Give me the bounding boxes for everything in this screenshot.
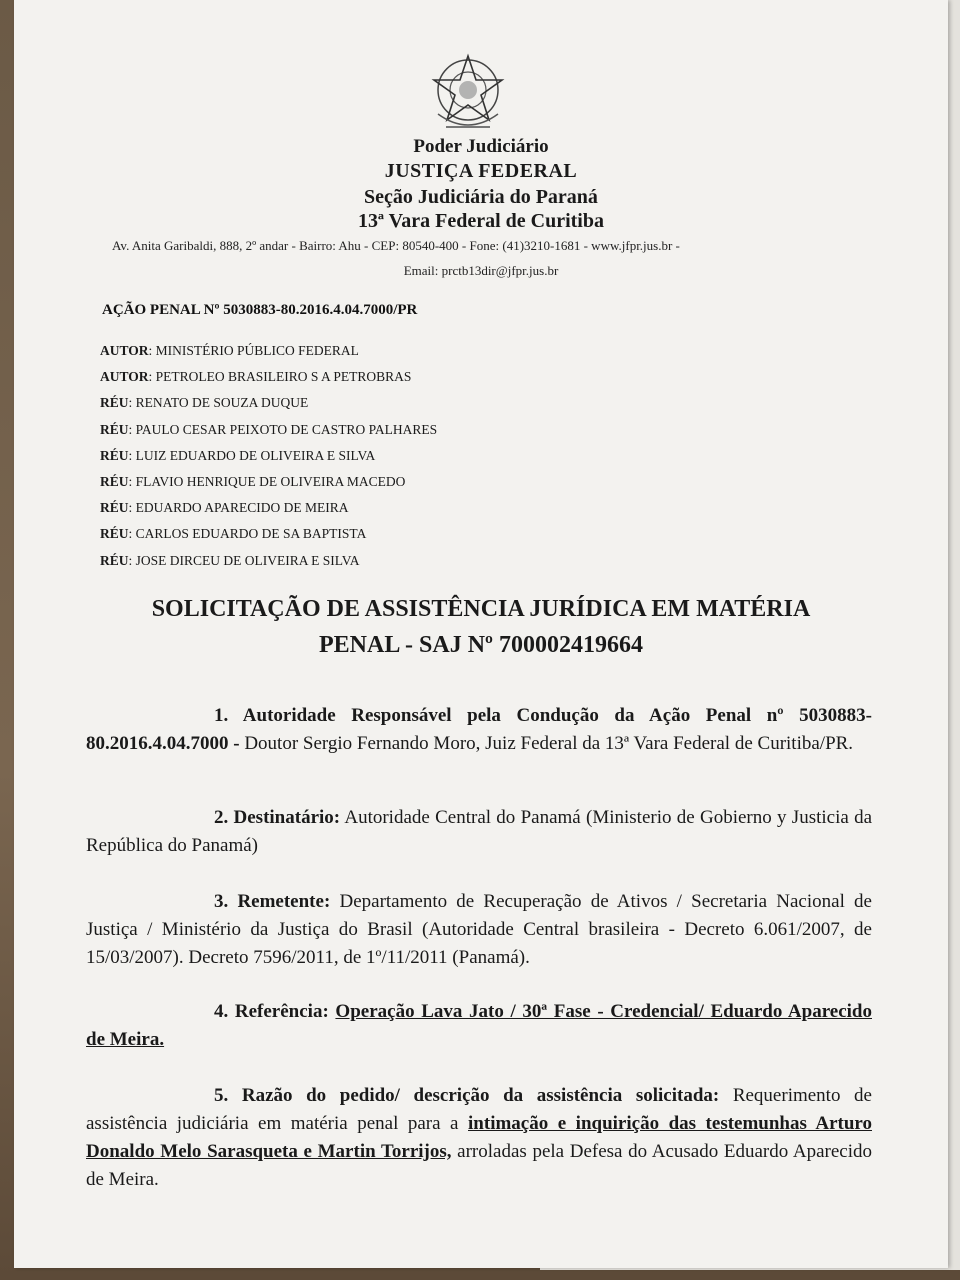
party-role: RÉU — [100, 395, 129, 411]
section-2-heading: 2. Destinatário: — [214, 807, 341, 828]
party-name: PAULO CESAR PEIXOTO DE CASTRO PALHARES — [135, 421, 438, 437]
section-1 — [86, 702, 872, 758]
party-row: RÉU: PAULO CESAR PEIXOTO DE CASTRO PALHARES — [100, 421, 438, 437]
coat-of-arms-icon — [426, 52, 510, 134]
party-row: RÉU: EDUARDO APARECIDO DE MEIRA — [100, 500, 349, 516]
party-row: RÉU: RENATO DE SOUZA DUQUE — [100, 395, 309, 411]
section-2-text: Autoridade Central do Panamá (Ministerio de Gobierno y Justicia da República do Panamá) — [86, 807, 873, 856]
party-role: RÉU — [100, 473, 129, 489]
section-4-text: Operação Lava Jato / 30ª Fase - Credencial/ Eduardo Aparecido de Meira. — [86, 1001, 872, 1050]
header-line-4: 13ª Vara Federal de Curitiba — [358, 210, 604, 232]
section-5-heading: 5. Razão do pedido/ descrição da assistência solicitada: — [214, 1085, 720, 1106]
header-email: Email: prctb13dir@jfpr.jus.br — [403, 263, 559, 278]
party-row: RÉU: LUIZ EDUARDO DE OLIVEIRA E SILVA — [100, 447, 376, 463]
section-5-text-2: intimação e inquirição das testemunhas Arturo Donaldo Melo Sarasqueta e Martin Torrijos, — [86, 1113, 872, 1162]
party-name: RENATO DE SOUZA DUQUE — [135, 395, 309, 411]
party-name: MINISTÉRIO PÚBLICO FEDERAL — [155, 343, 359, 358]
party-row: RÉU: JOSE DIRCEU DE OLIVEIRA E SILVA — [100, 552, 360, 568]
party-row: AUTOR: MINISTÉRIO PÚBLICO FEDERAL — [100, 343, 359, 358]
party-role: RÉU — [100, 447, 129, 463]
section-3-heading: 3. Remetente: — [214, 891, 331, 912]
party-role: RÉU — [100, 421, 129, 437]
party-name: LUIZ EDUARDO DE OLIVEIRA E SILVA — [135, 447, 376, 463]
party-role: AUTOR — [100, 369, 149, 385]
header-address: Av. Anita Garibaldi, 888, 2º andar - Bairro: Ahu - CEP: 80540-400 - Fone: (41)3210-1681 - www.jfpr.jus.br - — [112, 238, 680, 253]
section-3 — [86, 888, 872, 972]
party-role: RÉU — [100, 500, 129, 516]
party-name: CARLOS EDUARDO DE SA BAPTISTA — [135, 526, 367, 542]
section-5 — [86, 1082, 872, 1194]
document-title-line-1: SOLICITAÇÃO DE ASSISTÊNCIA JURÍDICA EM MATÉRIA — [151, 596, 811, 622]
parties-list — [100, 342, 437, 578]
party-row: RÉU: CARLOS EDUARDO DE SA BAPTISTA — [100, 526, 367, 542]
section-2 — [86, 804, 872, 860]
header-line-1: Poder Judiciário — [413, 136, 549, 157]
party-role: RÉU — [100, 552, 129, 568]
section-5-text-1: Requerimento de assistência judiciária em matéria penal para a — [86, 1085, 872, 1134]
party-role: AUTOR — [100, 343, 149, 358]
document-title-line-2: PENAL - SAJ Nº 700002419664 — [319, 632, 643, 658]
section-1-text: Doutor Sergio Fernando Moro, Juiz Federal da 13ª Vara Federal de Curitiba/PR. — [244, 733, 854, 754]
section-4-heading: 4. Referência: — [214, 1001, 329, 1022]
section-1-heading: 1. Autoridade Responsável pela Condução da Ação Penal nº 5030883-80.2016.4.04.7000 - — [86, 705, 872, 754]
party-role: RÉU — [100, 526, 129, 542]
party-row: AUTOR: PETROLEO BRASILEIRO S A PETROBRAS — [100, 369, 412, 385]
section-5-text-3: arroladas pela Defesa do Acusado Eduardo Aparecido de Meira. — [86, 1141, 872, 1190]
party-name: EDUARDO APARECIDO DE MEIRA — [135, 500, 349, 516]
party-name: JOSE DIRCEU DE OLIVEIRA E SILVA — [135, 552, 360, 568]
party-name: PETROLEO BRASILEIRO S A PETROBRAS — [155, 369, 412, 385]
party-name: FLAVIO HENRIQUE DE OLIVEIRA MACEDO — [135, 473, 406, 489]
document-page — [14, 0, 948, 1268]
header-line-3: Seção Judiciária do Paraná — [364, 186, 598, 208]
case-number: AÇÃO PENAL Nº 5030883-80.2016.4.04.7000/PR — [102, 302, 418, 318]
section-4 — [86, 998, 872, 1054]
header-line-2: JUSTIÇA FEDERAL — [384, 160, 578, 182]
party-row: RÉU: FLAVIO HENRIQUE DE OLIVEIRA MACEDO — [100, 473, 406, 489]
section-3-text: Departamento de Recuperação de Ativos / Secretaria Nacional de Justiça / Ministério da Justiça do Brasil (Autoridade Central brasileira - Decreto 6.061/2007, de 15/03/2007). Decreto 7596/2011, de 1º/11/2011 (Panamá). — [86, 891, 872, 968]
